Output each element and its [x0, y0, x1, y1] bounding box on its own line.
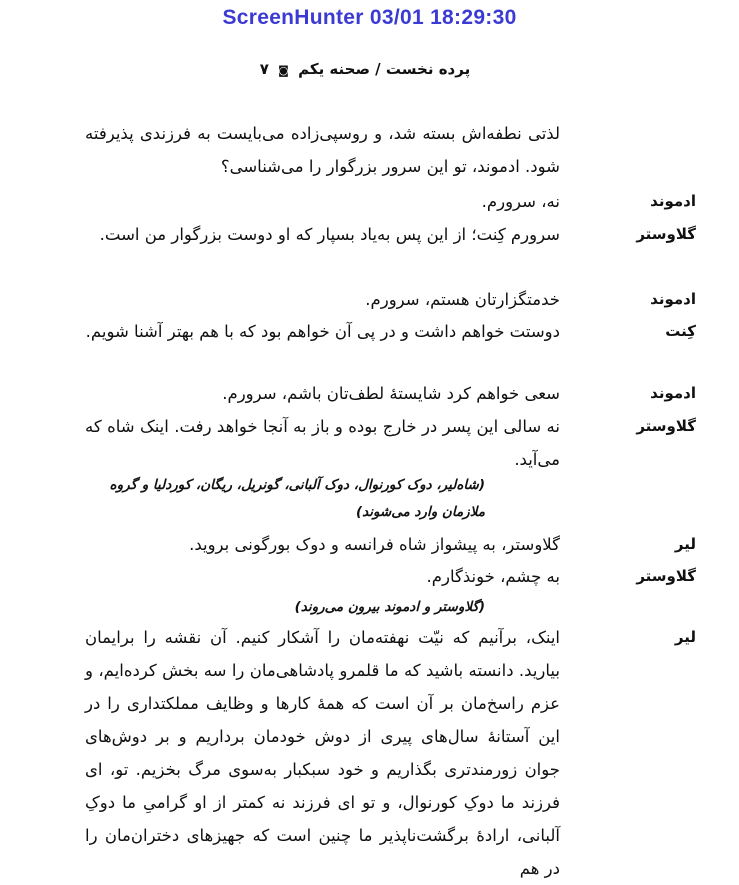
- page-number: ۷: [259, 60, 269, 78]
- ornament-icon: ◙: [278, 64, 289, 77]
- speaker-name: ادموند: [650, 290, 696, 308]
- speaker-name: گلاوستر: [636, 567, 696, 585]
- screenhunter-timestamp: ScreenHunter 03/01 18:29:30: [222, 6, 517, 29]
- speaker-name: کِنت: [665, 322, 696, 340]
- running-head: [250, 60, 480, 78]
- section-title: پرده نخست / صحنه یکم: [298, 60, 471, 78]
- stage-direction: (شاه‌لیر، دوک کورنوال، دوک آلبانی، گونریل، ریگان، کوردلیا و گروه ملازمان وارد می‌شوند): [109, 477, 485, 520]
- opening-text: لذتی نطفه‌اش بسته شد، و روسپی‌زاده می‌بایست به فرزندی پذیرفته شود. ادموند، تو این سرور بزرگوار را می‌شناسی؟: [85, 124, 560, 176]
- speech-text: نه، سرورم.: [481, 192, 560, 211]
- speech-text: گلاوستر، به پیشواز شاه فرانسه و دوک بورگونی بروید.: [189, 535, 560, 554]
- speaker-name: گلاوستر: [636, 417, 696, 435]
- speech-text: دوستت خواهم داشت و در پی آن خواهم بود که با هم بهتر آشنا شویم.: [85, 322, 560, 341]
- speech-text: نه سالی این پسر در خارج بوده و باز به آنجا خواهد رفت. اینک شاه که می‌آید.: [85, 417, 560, 469]
- speaker-name: گلاوستر: [636, 225, 696, 243]
- speech-text: اینک، برآنیم که نیّت نهفته‌مان را آشکار کنیم. آن نقشه را برایمان بیارید. دانسته باشید که ما قلمرو پادشاهی‌مان را سه بخش کرده‌ایم، و عزم راسخ‌مان بر آن است که همهٔ کارها و وظایف مملکتداری را در این آستانهٔ سال‌های پیری از دوش خودمان برداریم و بر دوش‌های جوان زورمندتری بگذاریم و خود سبکبار به‌سوی مرگ بخزیم. تو، ای فرزند ما دوکِ کورنوال، و تو ای فرزند نه کمتر از او گرامیِ ما دوکِ آلبانی، ارادهٔ برگشت‌ناپذیر ما چنین است که جهیزهای دختران‌مان را در هم: [85, 628, 560, 878]
- speech-text: به چشم، خونذگارم.: [426, 567, 560, 586]
- speaker-name: ادموند: [650, 384, 696, 402]
- speech-text: سرورم کِنت؛ از این پس به‌یاد بسپار که او دوست بزرگوار من است.: [99, 225, 560, 244]
- speaker-name: لیر: [674, 628, 696, 646]
- speech-text: سعی خواهم کرد شایستهٔ لطف‌تان باشم، سرورم.: [222, 384, 560, 403]
- speech-text: خدمتگزارتان هستم، سرورم.: [365, 290, 560, 309]
- stage-direction: (گلاوستر و ادموند بیرون می‌روند): [294, 599, 485, 615]
- speaker-name: لیر: [674, 535, 696, 553]
- speaker-name: ادموند: [650, 192, 696, 210]
